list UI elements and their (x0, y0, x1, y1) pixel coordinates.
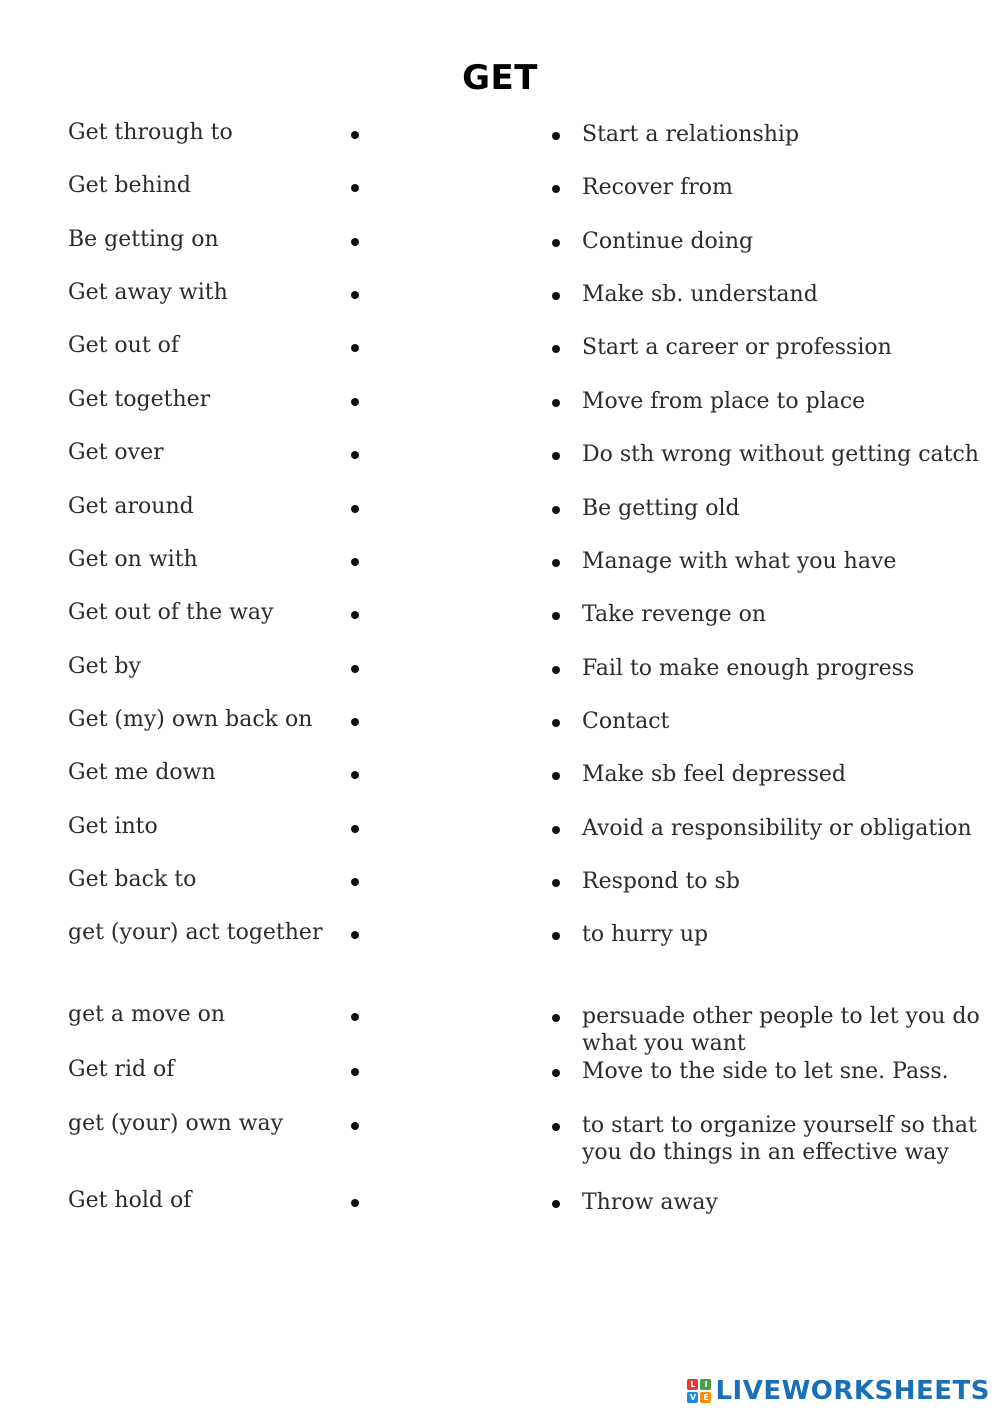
phrasal-verb: Get rid of (68, 1057, 175, 1082)
right-match-dot[interactable] (552, 719, 560, 727)
match-row (0, 173, 1000, 233)
liveworksheets-logo (687, 1375, 990, 1407)
right-match-dot[interactable] (552, 399, 560, 407)
match-row (0, 814, 1000, 874)
left-match-dot[interactable] (351, 878, 359, 886)
right-match-dot[interactable] (552, 772, 560, 780)
definition: Start a career or profession (582, 335, 892, 360)
match-row (0, 867, 1000, 927)
phrasal-verb: Be getting on (68, 227, 219, 252)
phrasal-verb: Get on with (68, 547, 198, 572)
right-match-dot[interactable] (552, 612, 560, 620)
definition: Continue doing (582, 229, 754, 254)
definition: Be getting old (582, 496, 740, 521)
right-match-dot[interactable] (552, 1123, 560, 1131)
phrasal-verb: Get over (68, 440, 164, 465)
definition: Manage with what you have (582, 549, 897, 574)
right-match-dot[interactable] (552, 1200, 560, 1208)
definition: Avoid a responsibility or obligation (582, 816, 972, 841)
match-row (0, 1111, 1000, 1171)
definition: Move to the side to let sne. Pass. (582, 1059, 949, 1084)
match-row (0, 387, 1000, 447)
phrasal-verb: Get (my) own back on (68, 707, 313, 732)
left-match-dot[interactable] (351, 238, 359, 246)
phrasal-verb: Get out of the way (68, 600, 274, 625)
left-match-dot[interactable] (351, 1068, 359, 1076)
logo-square: I (700, 1379, 711, 1390)
match-row (0, 1057, 1000, 1117)
definition: persuade other people to let you do what you want (582, 1004, 980, 1056)
left-match-dot[interactable] (351, 451, 359, 459)
left-match-dot[interactable] (351, 558, 359, 566)
phrasal-verb: Get together (68, 387, 211, 412)
phrasal-verb: Get away with (68, 280, 228, 305)
right-match-dot[interactable] (552, 452, 560, 460)
left-match-dot[interactable] (351, 718, 359, 726)
logo-square: V (687, 1392, 698, 1403)
left-match-dot[interactable] (351, 344, 359, 352)
definition: Fail to make enough progress (582, 656, 915, 681)
definition: Throw away (582, 1190, 718, 1215)
left-match-dot[interactable] (351, 291, 359, 299)
left-match-dot[interactable] (351, 825, 359, 833)
left-match-dot[interactable] (351, 665, 359, 673)
match-row (0, 1188, 1000, 1248)
phrasal-verb: get (your) act together (68, 920, 323, 945)
logo-square: E (700, 1392, 711, 1403)
right-match-dot[interactable] (552, 239, 560, 247)
match-row (0, 600, 1000, 660)
right-match-dot[interactable] (552, 879, 560, 887)
match-row (0, 227, 1000, 287)
left-match-dot[interactable] (351, 931, 359, 939)
right-match-dot[interactable] (552, 345, 560, 353)
right-match-dot[interactable] (552, 932, 560, 940)
right-match-dot[interactable] (552, 1014, 560, 1022)
phrasal-verb: Get out of (68, 333, 180, 358)
match-row (0, 654, 1000, 714)
match-row (0, 120, 1000, 180)
left-match-dot[interactable] (351, 1122, 359, 1130)
phrasal-verb: Get into (68, 814, 158, 839)
left-match-dot[interactable] (351, 131, 359, 139)
definition: Make sb. understand (582, 282, 818, 307)
right-match-dot[interactable] (552, 292, 560, 300)
match-row (0, 760, 1000, 820)
phrasal-verb: Get by (68, 654, 141, 679)
left-match-dot[interactable] (351, 611, 359, 619)
page-title: GET (462, 58, 538, 98)
definition: Move from place to place (582, 389, 866, 414)
left-match-dot[interactable] (351, 398, 359, 406)
right-match-dot[interactable] (552, 185, 560, 193)
phrasal-verb: Get me down (68, 760, 216, 785)
match-row (0, 1002, 1000, 1062)
left-match-dot[interactable] (351, 1199, 359, 1207)
right-match-dot[interactable] (552, 666, 560, 674)
left-match-dot[interactable] (351, 1013, 359, 1021)
match-row (0, 920, 1000, 980)
phrasal-verb: Get hold of (68, 1188, 192, 1213)
phrasal-verb: get (your) own way (68, 1111, 284, 1136)
definition: to hurry up (582, 922, 709, 947)
definition: Do sth wrong without getting catch (582, 442, 979, 467)
logo-icon (687, 1379, 711, 1403)
match-row (0, 440, 1000, 500)
definition: Make sb feel depressed (582, 762, 846, 787)
left-match-dot[interactable] (351, 771, 359, 779)
right-match-dot[interactable] (552, 506, 560, 514)
match-row (0, 547, 1000, 607)
logo-text: LIVEWORKSHEETS (715, 1376, 990, 1406)
match-row (0, 333, 1000, 393)
left-match-dot[interactable] (351, 505, 359, 513)
definition: to start to organize yourself so that you do things in an effective way (582, 1113, 977, 1165)
match-row (0, 494, 1000, 554)
left-match-dot[interactable] (351, 184, 359, 192)
phrasal-verb: Get around (68, 494, 194, 519)
phrasal-verb: Get behind (68, 173, 191, 198)
definition: Contact (582, 709, 670, 734)
logo-square: L (687, 1379, 698, 1390)
definition: Take revenge on (582, 602, 767, 627)
definition: Start a relationship (582, 122, 800, 147)
phrasal-verb: Get back to (68, 867, 197, 892)
definition: Respond to sb (582, 869, 740, 894)
match-row (0, 280, 1000, 340)
match-row (0, 707, 1000, 767)
right-match-dot[interactable] (552, 1069, 560, 1077)
definition: Recover from (582, 175, 733, 200)
phrasal-verb: get a move on (68, 1002, 226, 1027)
right-match-dot[interactable] (552, 132, 560, 140)
right-match-dot[interactable] (552, 826, 560, 834)
right-match-dot[interactable] (552, 559, 560, 567)
phrasal-verb: Get through to (68, 120, 233, 145)
